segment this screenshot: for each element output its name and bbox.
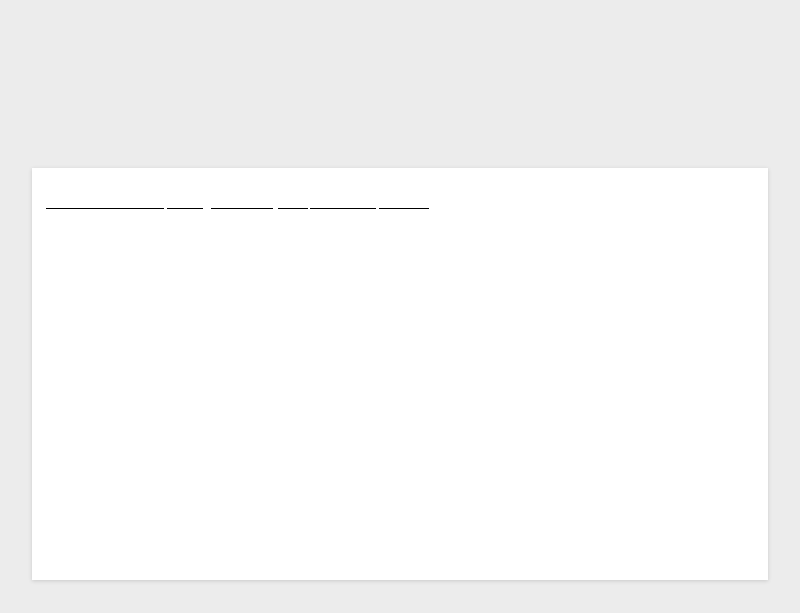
report-sheet xyxy=(32,168,768,580)
report-table xyxy=(32,168,768,580)
feature-tags xyxy=(0,114,800,133)
